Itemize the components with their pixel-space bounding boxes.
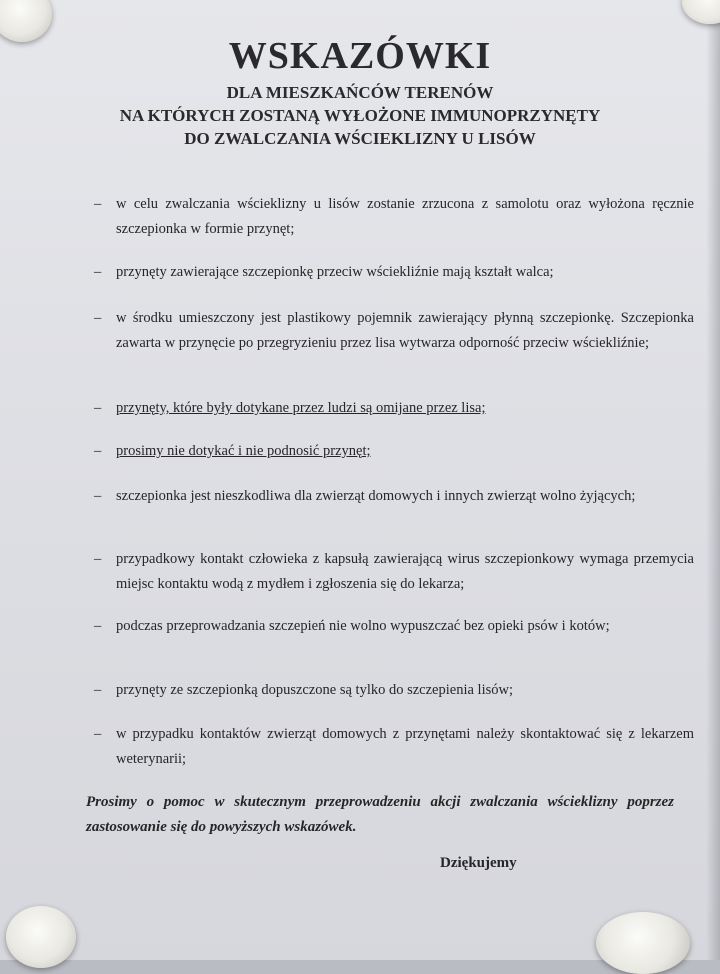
list-item-text: przynęty zawierające szczepionkę przeciw wściekliźnie mają kształt walca;	[116, 264, 554, 280]
list-item	[94, 396, 694, 421]
list-item-text: przynęty, które były dotykane przez ludzi są omijane przez lisa;	[116, 400, 486, 416]
closing-paragraph: Prosimy o pomoc w skutecznym przeprowadzeniu akcji zwalczania wścieklizny poprzez zastosowanie się do powyższych wskazówek.	[86, 794, 674, 835]
list-item	[94, 306, 694, 356]
list-item-dash: –	[94, 310, 102, 326]
list-item-text: przypadkowy kontakt człowieka z kapsułą zawierającą wirus szczepionkowy wymaga przemycia miejsc kontaktu wodą z mydłem i zgłoszenia się do lekarza;	[116, 551, 694, 592]
list-item	[94, 614, 694, 639]
list-item	[94, 547, 694, 597]
list-item-dash: –	[94, 264, 102, 280]
list-item-text: podczas przeprowadzania szczepień nie wolno wypuszczać bez opieki psów i kotów;	[116, 618, 610, 634]
list-item-dash: –	[94, 400, 102, 416]
list-item-text: prosimy nie dotykać i nie podnosić przynęt;	[116, 443, 371, 459]
list-item-dash: –	[94, 618, 102, 634]
list-item-dash: –	[94, 196, 102, 212]
list-item-dash: –	[94, 443, 102, 459]
notice-subtitle-line: NA KTÓRYCH ZOSTANĄ WYŁOŻONE IMMUNOPRZYNĘTY	[119, 106, 601, 125]
list-item-dash: –	[94, 551, 102, 567]
notice-subtitle-line: DLA MIESZKAŃCÓW TERENÓW	[226, 83, 494, 102]
notice-title: WSKAZÓWKI	[228, 35, 492, 77]
list-item-text: w przypadku kontaktów zwierząt domowych z przynętami należy skontaktować się z lekarzem weterynarii;	[116, 726, 694, 767]
list-item	[94, 260, 694, 285]
list-item	[94, 192, 694, 242]
list-item-dash: –	[94, 682, 102, 698]
list-item-text: przynęty ze szczepionką dopuszczone są tylko do szczepienia lisów;	[116, 682, 513, 698]
list-item	[94, 678, 694, 703]
list-item	[94, 722, 694, 772]
list-item-text: w celu zwalczania wścieklizny u lisów zostanie zrzucona z samolotu oraz wyłożona ręcznie szczepionka w formie przynęt;	[116, 196, 694, 237]
list-item-text: szczepionka jest nieszkodliwa dla zwierząt domowych i innych zwierząt wolno żyjących;	[116, 488, 636, 504]
thanks-signoff: Dziękujemy	[440, 855, 517, 871]
list-item	[94, 484, 694, 509]
notice-subtitle-line: DO ZWALCZANIA WŚCIEKLIZNY U LISÓW	[184, 129, 536, 148]
list-item	[94, 439, 694, 464]
list-item-dash: –	[94, 488, 102, 504]
list-item-text: w środku umieszczony jest plastikowy pojemnik zawierający płynną szczepionkę. Szczepionka zawarta w przynęcie po przegryzieniu przez lisa wytwarza odporność przeciw wściekliźnie;	[116, 310, 694, 351]
list-item-dash: –	[94, 726, 102, 742]
